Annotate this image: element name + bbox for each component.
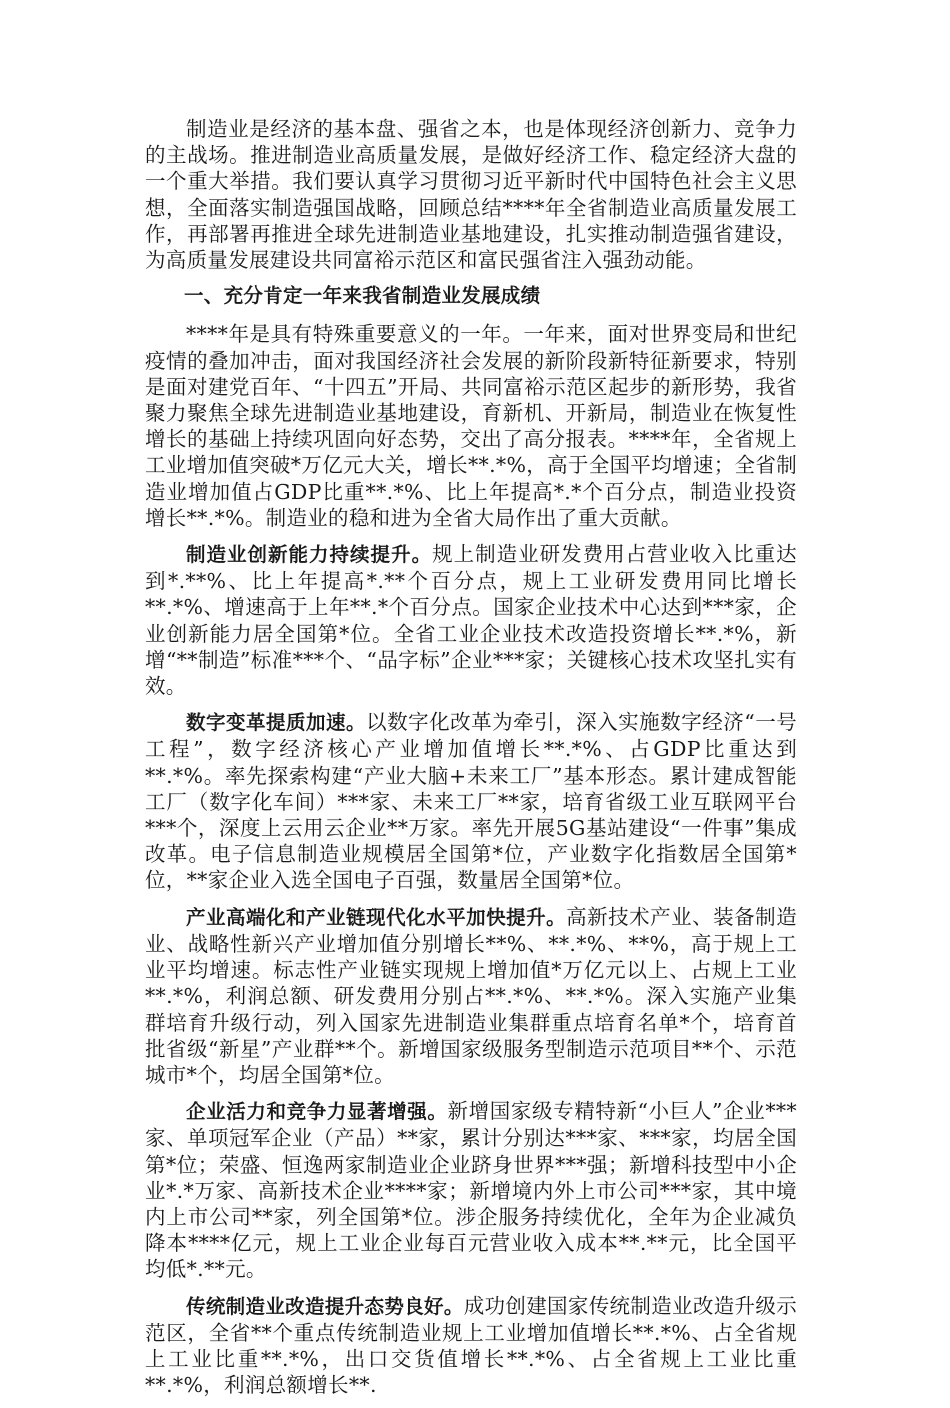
document-page bbox=[145, 116, 797, 1408]
point-body: 新增国家级专精特新“小巨人”企业***家、单项冠军企业（产品）**家，累计分别达***家、***家，均居全国第*位；荣盛、恒逸两家制造业企业跻身世界***强；新增科技型中小企业*.*万家、高新技术企业****家；新增境内外上市公司***家，其中境内上市公司**家，列全国第*位。涉企服务持续优化，全年为企业减负降本****亿元，规上工业企业每百元营业收入成本**.**元，比全国平均低*.**元。 bbox=[145, 1099, 797, 1282]
point-innovation bbox=[145, 541, 797, 699]
point-digital bbox=[145, 709, 797, 893]
overview-paragraph: ****年是具有特殊重要意义的一年。一年来，面对世界变局和世纪疫情的叠加冲击，面对我国经济社会发展的新阶段新特征新要求，特别是面对建党百年、“十四五”开局、共同富裕示范区起步的新形势，我省聚力聚焦全球先进制造业基地建设，育新机、开新局，制造业在恢复性增长的基础上持续巩固向好态势，交出了高分报表。****年，全省规上工业增加值突破*万亿元大关，增长**.*%，高于全国平均增速；全省制造业增加值占GDP比重**.*%、比上年提高*.*个百分点，制造业投资增长**.*%。制造业的稳和进为全省大局作出了重大贡献。 bbox=[145, 322, 797, 530]
point-body: 以数字化改革为牵引，深入实施数字经济“一号工程”，数字经济核心产业增加值增长**.*%、占GDP比重达到**.*%。率先探索构建“产业大脑+未来工厂”基本形态。累计建成智能工厂（数字化车间）***家、未来工厂**家，培育省级工业互联网平台***个，深度上云用云企业**万家。率先开展5G基站建设“一件事”集成改革。电子信息制造业规模居全国第*位，产业数字化指数居全国第*位，**家企业入选全国电子百强，数量居全国第*位。 bbox=[145, 710, 798, 893]
point-body: 成功创建国家传统制造业改造升级示范区，全省**个重点传统制造业规上工业增加值增长**.*%、占全省规上工业比重**.*%，出口交货值增长**.*%、占全省规上工业比重**.*%，利润总额增长**. bbox=[145, 1293, 797, 1398]
point-lead: 传统制造业改造提升态势良好。 bbox=[186, 1294, 464, 1318]
intro-paragraph: 制造业是经济的基本盘、强省之本，也是体现经济创新力、竞争力的主战场。推进制造业高质量发展，是做好经济工作、稳定经济大盘的一个重大举措。我们要认真学习贯彻习近平新时代中国特色社会主义思想，全面落实制造强国战略，回顾总结****年全省制造业高质量发展工作，再部署再推进全球先进制造业基地建设，扎实推动制造强省建设，为高质量发展建设共同富裕示范区和富民强省注入强劲动能。 bbox=[145, 117, 797, 273]
point-body: 高新技术产业、装备制造业、战略性新兴产业增加值分别增长**%、**.*%、**%，高于规上工业平均增速。标志性产业链实现规上增加值*万亿元以上、占规上工业**.*%，利润总额、研发费用分别占**.*%、**.*%。深入实施产业集群培育升级行动，列入国家先进制造业集群重点培育名单*个，培育首批省级“新星”产业群**个。新增国家级服务型制造示范项目**个、示范城市*个，均居全国第*位。 bbox=[145, 904, 797, 1087]
point-lead: 企业活力和竞争力显著增强。 bbox=[186, 1100, 448, 1124]
point-enterprise bbox=[145, 1098, 797, 1282]
point-industry-chain bbox=[145, 904, 797, 1088]
section-heading: 一、充分肯定一年来我省制造业发展成绩 bbox=[184, 284, 541, 308]
point-body: 规上制造业研发费用占营业收入比重达到*.**%、比上年提高*.**个百分点，规上工业研发费用同比增长**.*%、增速高于上年**.*个百分点。国家企业技术中心达到***家，企业创新能力居全国第*位。全省工业企业技术改造投资增长**.*%，新增“**制造”标准***个、“品字标”企业***家；关键核心技术攻坚扎实有效。 bbox=[145, 542, 797, 699]
point-lead: 产业高端化和产业链现代化水平加快提升。 bbox=[186, 905, 567, 929]
point-lead: 制造业创新能力持续提升。 bbox=[186, 543, 433, 567]
point-traditional bbox=[145, 1293, 797, 1399]
point-lead: 数字变革提质加速。 bbox=[186, 711, 367, 735]
